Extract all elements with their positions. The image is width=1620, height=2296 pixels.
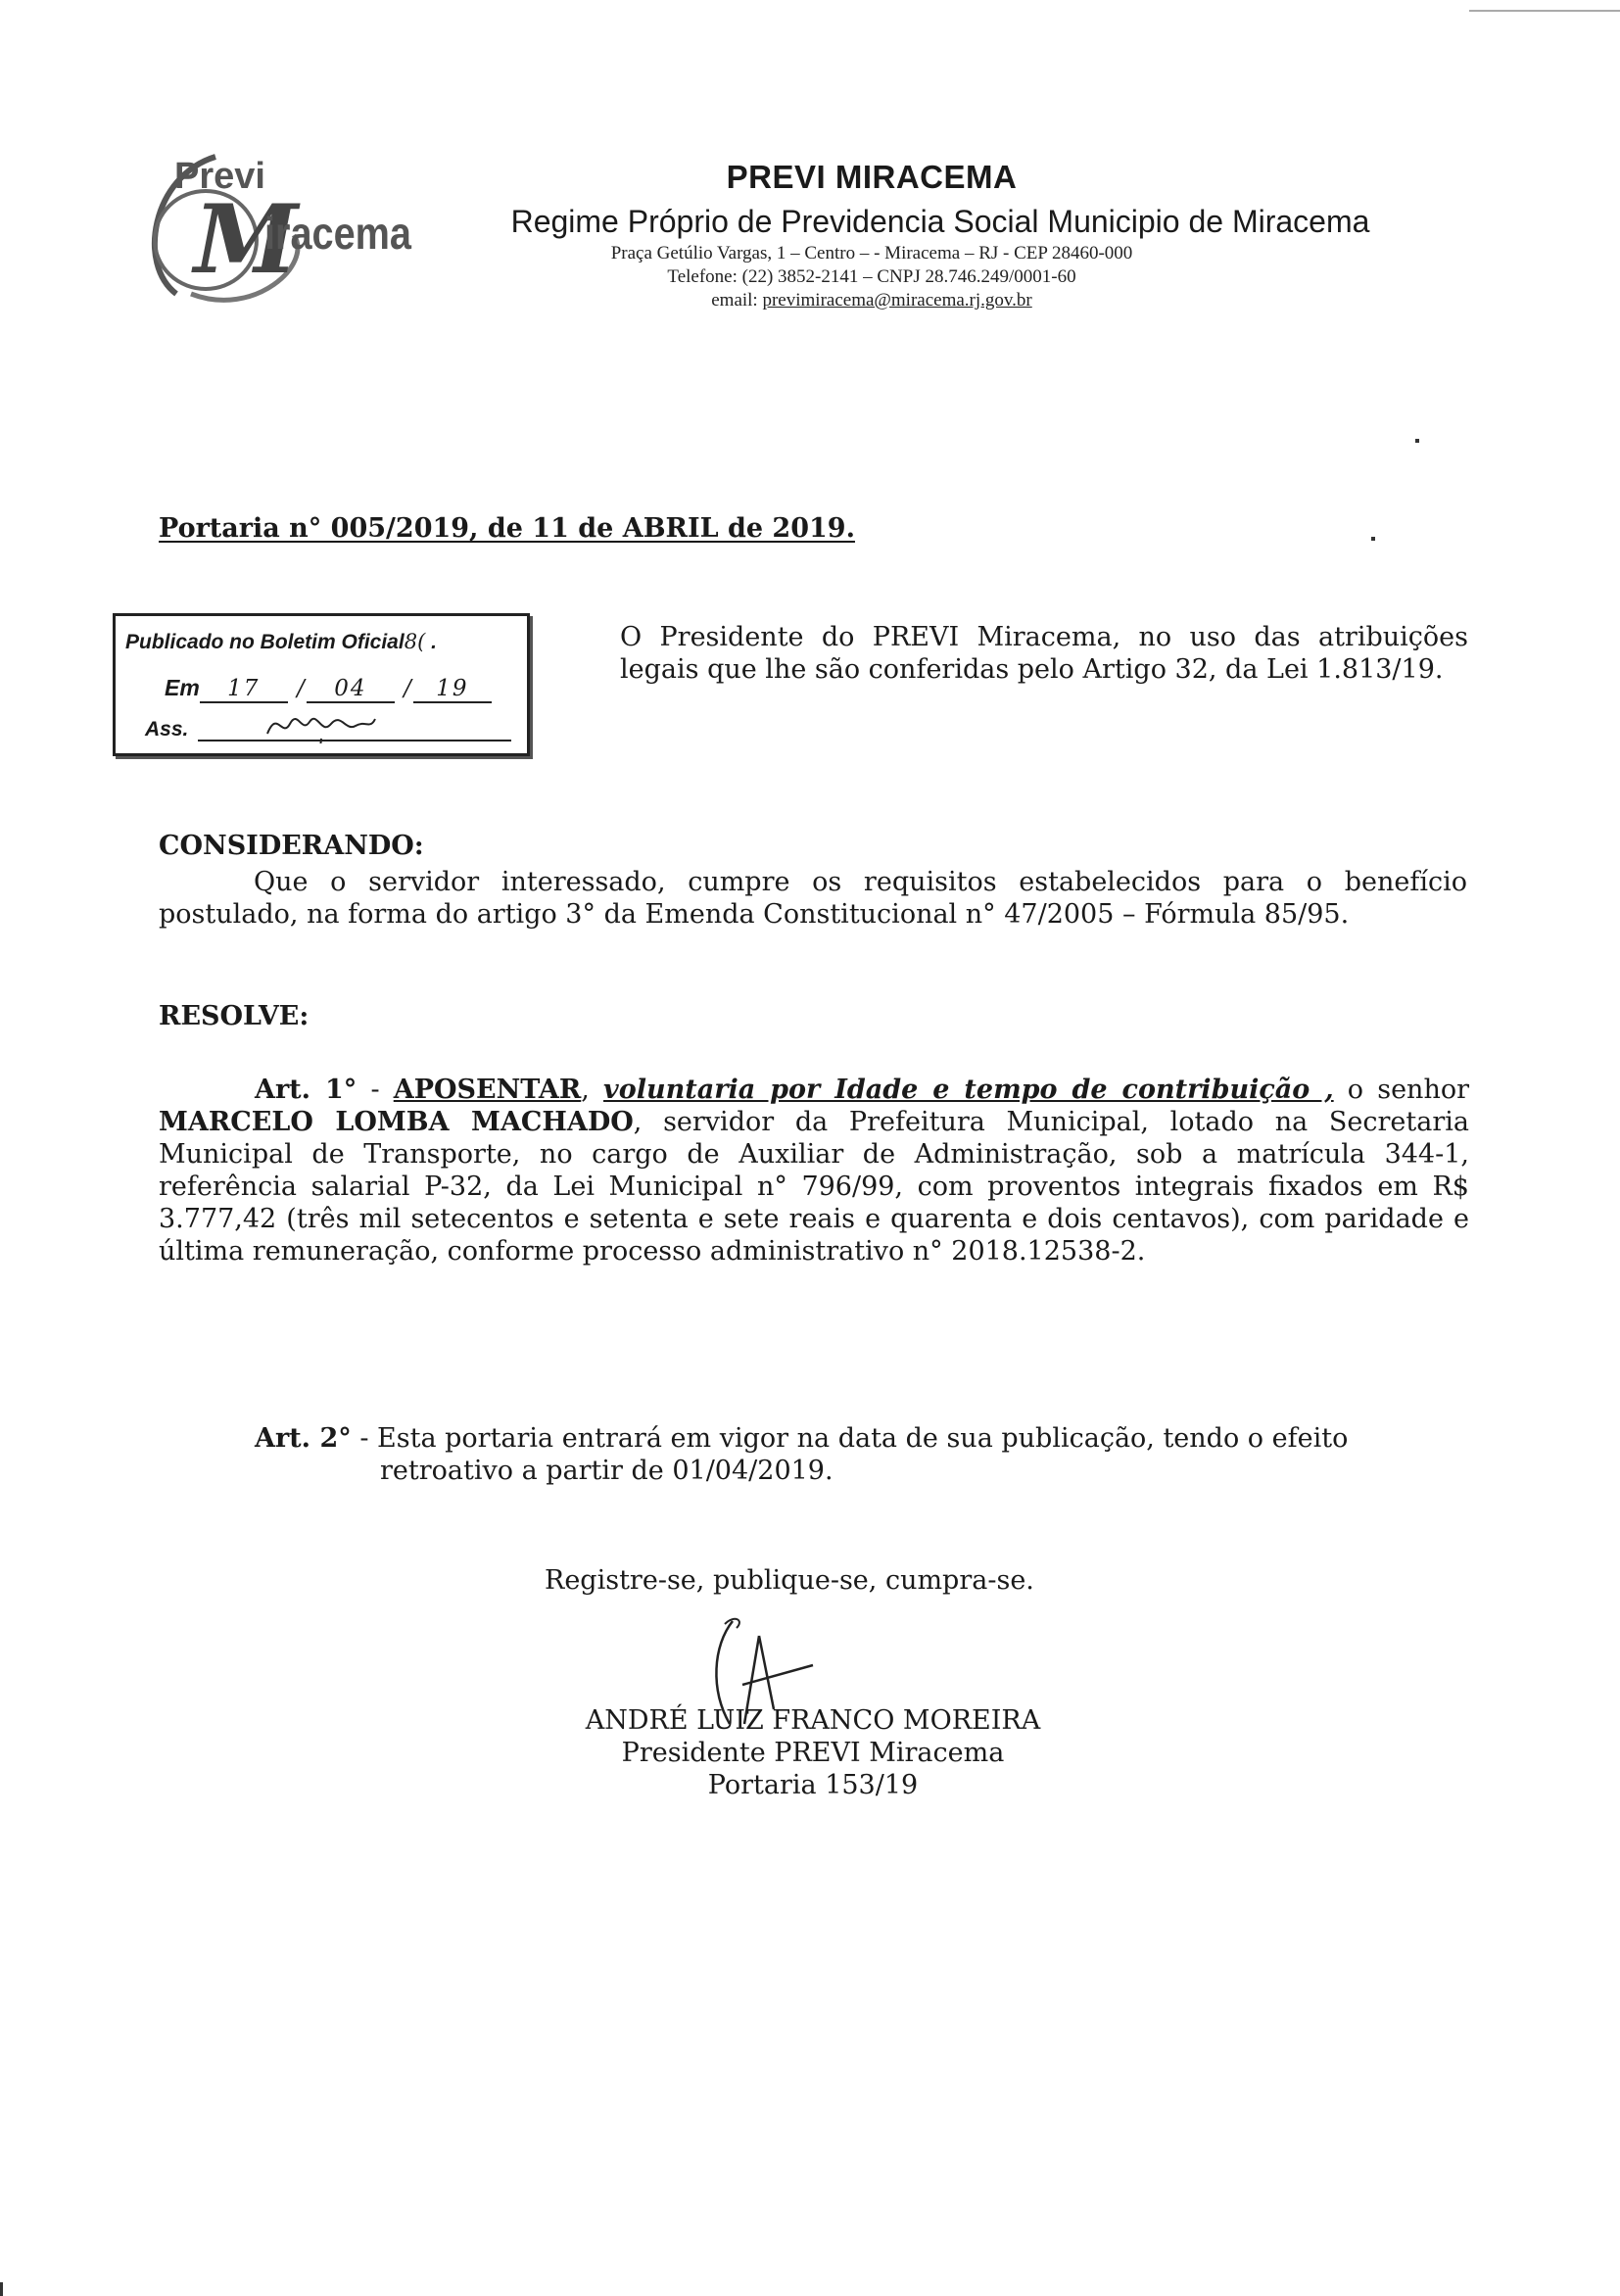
art1-pre-name: o senhor [1333,1075,1469,1105]
svg-text:M: M [194,184,299,295]
stamp-date-year: 19 [413,676,492,703]
email-link[interactable]: previmiracema@miracema.rj.gov.br [762,290,1032,311]
art1-dash: - [357,1075,394,1105]
art1-modality: voluntaria por Idade e tempo de contribuição , [603,1075,1334,1105]
scan-mark [1415,439,1419,443]
art2-line2: retroativo a partir de 01/04/2019. [380,1456,834,1486]
stamp-published-trail: . [425,631,437,653]
signature-block [548,1704,1077,1801]
art2-line1: - Esta portaria entrará em vigor na data de sua publicação, tendo o efeito [351,1423,1349,1454]
signatory-appointment: Portaria 153/19 [707,1770,919,1800]
intro-paragraph: O Presidente do PREVI Miracema, no uso das atribuições legais que lhe são conferidas pelo Artigo 32, da Lei 1.813/19. [620,622,1468,685]
art2-label: Art. 2° [255,1423,352,1454]
considerando-heading: CONSIDERANDO: [159,831,424,861]
previ-miracema-logo [147,147,431,304]
stamp-published-line [125,630,437,654]
org-subtitle: Regime Próprio de Previdencia Social Municipio de Miracema [510,204,1370,239]
art1-label: Art. 1° [255,1075,357,1105]
publication-stamp [113,613,530,756]
logo-text-top: Previ [174,156,265,197]
art1-comma: , [581,1075,604,1105]
stamp-signature-label: Ass. [145,718,189,741]
org-phone: Telefone: (22) 3852-2141 – CNPJ 28.746.249/0001-60 [667,266,1076,287]
stamp-date-day: 17 [200,676,288,703]
logo [147,147,431,304]
stamp-published-number: 8( [404,630,426,653]
org-address: Praça Getúlio Vargas, 1 – Centro – - Miracema – RJ - CEP 28460-000 [610,243,1133,263]
stamp-date-label: Em [165,675,200,700]
considerando-paragraph: Que o servidor interessado, cumpre os requisitos estabelecidos para o benefício postulado, na forma do artigo 3° da Emenda Constitucional n° 47/2005 – Fórmula 85/95. [159,867,1467,930]
closing-text: Registre-se, publique-se, cumpra-se. [545,1565,1034,1596]
stamp-date-line: Em 17 / 04 / 19 [165,675,492,703]
email-label: email: [711,290,763,311]
stamp-signature-scribble [262,704,380,743]
org-email-line [460,290,1283,311]
org-title: PREVI MIRACEMA [726,159,1018,195]
resolve-heading: RESOLVE: [159,1001,310,1031]
art1-keyword: APOSENTAR [393,1075,582,1105]
signatory-name: ANDRÉ LUIZ FRANCO MOREIRA [585,1705,1041,1736]
scan-edge-line [1469,10,1620,12]
article-2 [255,1422,1469,1487]
scan-mark [0,2282,3,2296]
art1-text: , servidor da Prefeitura Municipal, lotado na Secretaria Municipal de Transporte, no cargo de Auxiliar de Administração, sob a matrícula 344-1, referência salarial P-32, da Lei Municipal n° 796/99, com proventos integrais fixados em R$ 3.777,42 (três mil setecentos e setenta e sete reais e quarenta e dois centavos), com paridade e última remuneração, conforme processo administrativo n° 2018.12538-2. [159,1107,1469,1267]
document-title: Portaria n° 005/2019, de 11 de ABRIL de 2019. [159,513,855,544]
scan-mark [1371,537,1375,541]
stamp-published-label: Publicado no Boletim Oficial [125,631,405,653]
stamp-date-month: 04 [307,676,395,703]
art1-name: MARCELO LOMBA MACHADO [159,1107,634,1137]
article-1 [159,1074,1469,1268]
logo-text-bottom: iracema [264,208,412,259]
signatory-role: Presidente PREVI Miracema [621,1738,1005,1768]
